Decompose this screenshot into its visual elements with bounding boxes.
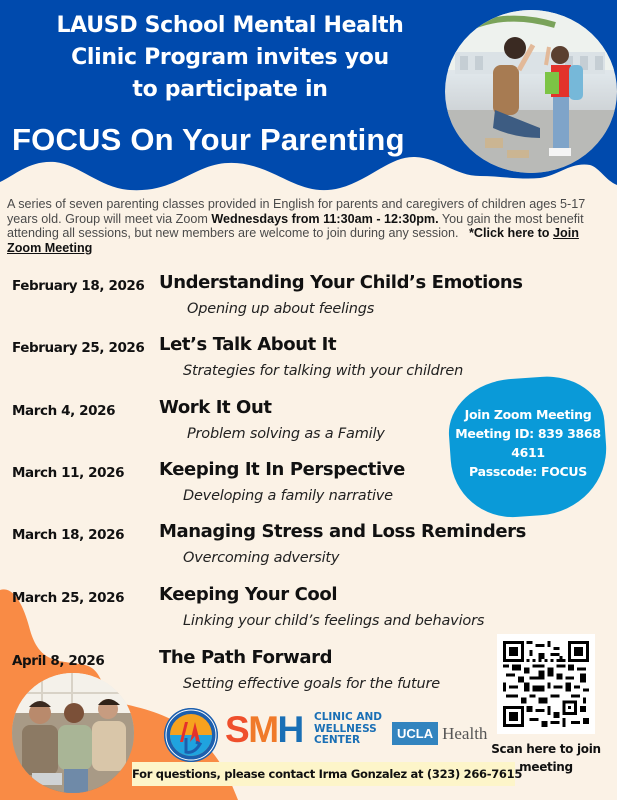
session-date: March 18, 2026 [12,527,125,543]
session-title: Managing Stress and Loss Reminders [159,521,526,542]
session-date: April 8, 2026 [12,653,105,669]
session-row [0,397,617,457]
session-title: The Path Forward [159,647,333,668]
zoom-meeting-id: Meeting ID: 839 3868 [455,426,601,441]
session-subtitle: Overcoming adversity [183,550,340,566]
qr-code[interactable] [497,634,595,734]
session-subtitle: Setting effective goals for the future [183,676,440,692]
session-row [0,521,617,581]
session-subtitle: Developing a family narrative [183,488,393,504]
ucla-box: UCLA [392,722,438,745]
header-title-line-2: Clinic Program invites you [71,45,389,70]
smh-clinic-logo [225,709,382,750]
click-prefix: *Click here to [469,226,554,241]
session-title: Work It Out [159,397,272,418]
description-text-2: You gain the most benefit attending all sessions, but new members are welcome to join during any session. [7,211,584,241]
qr-code-icon [503,640,589,728]
session-date: February 25, 2026 [12,340,145,356]
session-title: Let’s Talk About It [159,334,337,355]
hero-photo [445,10,617,173]
family-photo [12,673,134,793]
session-subtitle: Problem solving as a Family [187,426,385,442]
session-date: February 18, 2026 [12,278,145,294]
session-date: March 4, 2026 [12,403,116,419]
header-title-line-1: LAUSD School Mental Health [56,13,404,38]
zoom-meeting-id-cont: 4611 [511,445,545,460]
header-title [0,10,460,106]
zoom-passcode: Passcode: FOCUS [469,464,587,479]
zoom-info-heading: Join Zoom Meeting [464,407,592,422]
session-title: Keeping It In Perspective [159,459,405,480]
session-row [0,272,617,332]
session-subtitle: Strategies for talking with your children [183,363,464,379]
contact-info: For questions, please contact Irma Gonzalez at (323) 266-7615 [132,762,515,786]
ucla-health-logo [392,722,487,745]
ucla-health-text: Health [442,723,488,743]
session-title: Understanding Your Child’s Emotions [159,272,523,293]
session-subtitle: Linking your child’s feelings and behaviors [183,613,485,629]
session-row [0,334,617,394]
session-subtitle: Opening up about feelings [187,301,375,317]
join-zoom-link[interactable]: Join Zoom Meeting [7,226,579,255]
program-description [7,197,612,255]
schedule-text: Wednesdays from 11:30am - 12:30pm. [211,211,439,226]
session-date: March 25, 2026 [12,590,125,606]
qr-scan-label: Scan here to join meeting [491,742,601,774]
header-title-line-3: to participate in [132,77,328,102]
program-name: FOCUS On Your Parenting [12,122,405,157]
description-text-1: A series of seven parenting classes provided in English for parents and caregivers of children ages 5-17 years old. Group will meet via Zoom [7,197,586,226]
smh-letters: SMH [225,709,303,750]
session-date: March 11, 2026 [12,465,125,481]
session-row [0,459,617,519]
smh-subtitle: CLINIC AND WELLNESS CENTER [314,711,382,746]
lausd-logo [164,708,218,762]
session-title: Keeping Your Cool [159,584,338,605]
